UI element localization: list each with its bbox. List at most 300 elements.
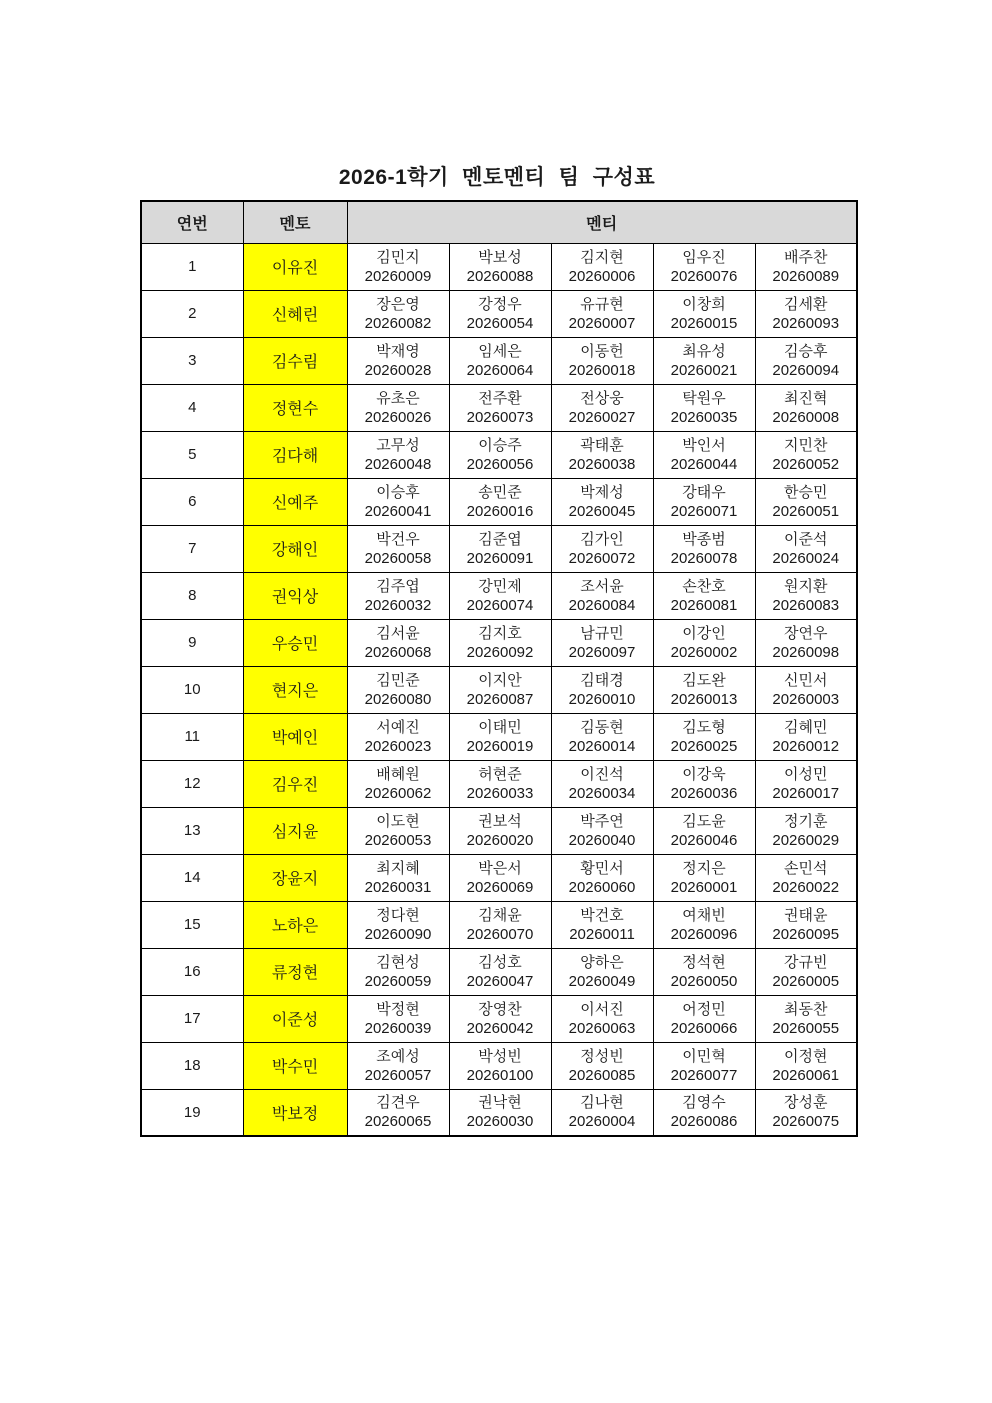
mentee-name: 장성훈	[784, 1094, 828, 1112]
mentee-name: 한승민	[784, 483, 828, 501]
mentor-name-cell: 박보정	[243, 1089, 347, 1136]
mentee-name: 김견우	[376, 1094, 420, 1112]
mentee-id: 20260005	[772, 972, 840, 990]
mentee-id: 20260085	[568, 1066, 636, 1084]
table-row	[141, 290, 857, 337]
mentee-name: 박성빈	[478, 1047, 522, 1065]
mentee-name: 곽태훈	[580, 436, 624, 454]
mentee-id: 20260021	[670, 361, 738, 379]
mentor-name-cell: 김수림	[243, 337, 347, 384]
mentee-name: 김동현	[580, 718, 624, 736]
mentee-name: 박제성	[580, 483, 624, 501]
row-number-cell: 5	[141, 431, 243, 478]
mentee-name: 정지은	[682, 859, 726, 877]
mentee-id: 20260002	[670, 643, 738, 661]
mentee-name: 권낙현	[478, 1094, 522, 1112]
mentee-cell	[449, 619, 551, 666]
mentee-cell	[551, 290, 653, 337]
mentee-cell	[551, 901, 653, 948]
mentee-cell	[551, 525, 653, 572]
mentee-cell	[653, 337, 755, 384]
row-number-cell: 18	[141, 1042, 243, 1089]
mentee-cell	[347, 337, 449, 384]
mentee-name: 김현성	[376, 953, 420, 971]
row-number-cell: 19	[141, 1089, 243, 1136]
mentee-name: 유초은	[376, 389, 420, 407]
mentor-name-cell: 류정현	[243, 948, 347, 995]
mentee-cell	[755, 243, 857, 290]
mentee-cell	[653, 666, 755, 713]
mentee-name: 이민혁	[682, 1047, 726, 1065]
mentee-cell	[551, 807, 653, 854]
table-row	[141, 1089, 857, 1136]
mentee-cell	[653, 948, 755, 995]
mentor-name-cell: 박수민	[243, 1042, 347, 1089]
mentee-name: 박은서	[478, 859, 522, 877]
mentee-id: 20260057	[364, 1066, 432, 1084]
mentee-id: 20260049	[568, 972, 636, 990]
mentee-cell	[551, 854, 653, 901]
mentee-cell	[449, 431, 551, 478]
mentee-name: 김민지	[376, 248, 420, 266]
mentee-id: 20260042	[466, 1019, 534, 1037]
mentee-cell	[347, 572, 449, 619]
header-mentor: 멘토	[243, 201, 347, 243]
mentee-id: 20260064	[466, 361, 534, 379]
row-number-cell: 1	[141, 243, 243, 290]
mentee-cell	[551, 619, 653, 666]
mentee-name: 손민석	[784, 859, 828, 877]
mentee-id: 20260086	[670, 1113, 738, 1131]
row-number-cell: 16	[141, 948, 243, 995]
mentee-cell	[551, 760, 653, 807]
mentee-name: 원지환	[784, 577, 828, 595]
row-number-cell: 3	[141, 337, 243, 384]
mentee-id: 20260074	[466, 596, 534, 614]
mentee-name: 박건우	[376, 530, 420, 548]
mentee-id: 20260072	[568, 549, 636, 567]
mentee-cell	[449, 572, 551, 619]
mentee-name: 김가인	[580, 530, 624, 548]
mentee-id: 20260039	[364, 1019, 432, 1037]
mentee-name: 김승후	[784, 342, 828, 360]
mentee-name: 정다현	[376, 906, 420, 924]
table-header	[141, 201, 857, 243]
mentee-cell	[551, 243, 653, 290]
mentee-cell	[755, 384, 857, 431]
table-row	[141, 713, 857, 760]
header-no: 연번	[141, 201, 243, 243]
mentee-id: 20260013	[670, 690, 738, 708]
mentor-name-cell: 김우진	[243, 760, 347, 807]
mentee-cell	[449, 995, 551, 1042]
table-row	[141, 666, 857, 713]
mentee-cell	[347, 1042, 449, 1089]
mentee-cell	[551, 337, 653, 384]
mentee-cell	[653, 619, 755, 666]
header-row	[141, 201, 857, 243]
mentee-id: 20260006	[568, 267, 636, 285]
mentee-cell	[551, 1089, 653, 1136]
mentee-name: 김지호	[478, 624, 522, 642]
mentee-name: 박종범	[682, 530, 726, 548]
mentee-id: 20260051	[772, 502, 840, 520]
mentee-cell	[653, 854, 755, 901]
mentee-cell	[653, 1089, 755, 1136]
mentee-cell	[755, 290, 857, 337]
mentee-name: 정석현	[682, 953, 726, 971]
table-row	[141, 243, 857, 290]
mentee-name: 김태경	[580, 671, 624, 689]
mentee-name: 김서윤	[376, 624, 420, 642]
mentee-cell	[551, 995, 653, 1042]
mentee-cell	[347, 901, 449, 948]
table-row	[141, 619, 857, 666]
mentee-name: 박재영	[376, 342, 420, 360]
row-number-cell: 14	[141, 854, 243, 901]
table-row	[141, 854, 857, 901]
mentee-id: 20260040	[568, 831, 636, 849]
mentee-id: 20260073	[466, 408, 534, 426]
mentee-name: 이서진	[580, 1000, 624, 1018]
mentor-name-cell: 권익상	[243, 572, 347, 619]
mentee-name: 고무성	[376, 436, 420, 454]
mentee-name: 김영수	[682, 1094, 726, 1112]
mentee-id: 20260028	[364, 361, 432, 379]
mentee-cell	[449, 290, 551, 337]
mentee-cell	[755, 337, 857, 384]
row-number-cell: 17	[141, 995, 243, 1042]
mentee-id: 20260061	[772, 1066, 840, 1084]
mentee-cell	[347, 431, 449, 478]
mentee-cell	[347, 525, 449, 572]
mentee-name: 이지안	[478, 671, 522, 689]
mentee-name: 김준엽	[478, 530, 522, 548]
mentee-cell	[347, 995, 449, 1042]
mentee-id: 20260082	[364, 314, 432, 332]
mentee-name: 어정민	[682, 1000, 726, 1018]
mentee-id: 20260087	[466, 690, 534, 708]
mentee-cell	[449, 1042, 551, 1089]
mentee-id: 20260091	[466, 549, 534, 567]
mentee-id: 20260068	[364, 643, 432, 661]
mentee-id: 20260003	[772, 690, 840, 708]
mentee-id: 20260020	[466, 831, 534, 849]
mentee-name: 이태민	[478, 718, 522, 736]
mentee-cell	[449, 1089, 551, 1136]
mentee-cell	[653, 478, 755, 525]
mentee-id: 20260045	[568, 502, 636, 520]
mentee-name: 양하은	[580, 953, 624, 971]
mentee-id: 20260022	[772, 878, 840, 896]
row-number-cell: 9	[141, 619, 243, 666]
mentee-cell	[755, 995, 857, 1042]
mentee-id: 20260011	[569, 925, 635, 943]
mentee-id: 20260008	[772, 408, 840, 426]
mentee-name: 박정현	[376, 1000, 420, 1018]
table-row	[141, 525, 857, 572]
row-number-cell: 2	[141, 290, 243, 337]
mentee-cell	[449, 337, 551, 384]
mentee-name: 김지현	[580, 248, 624, 266]
mentee-cell	[755, 807, 857, 854]
mentor-name-cell: 노하은	[243, 901, 347, 948]
mentee-cell	[755, 431, 857, 478]
mentee-id: 20260026	[364, 408, 432, 426]
mentee-cell	[449, 901, 551, 948]
mentee-cell	[755, 1089, 857, 1136]
mentee-id: 20260096	[670, 925, 738, 943]
mentor-name-cell: 장윤지	[243, 854, 347, 901]
mentee-name: 김도완	[682, 671, 726, 689]
mentee-cell	[551, 713, 653, 760]
mentee-name: 유규현	[580, 295, 624, 313]
mentor-mentee-table	[140, 200, 858, 1137]
mentee-id: 20260009	[364, 267, 432, 285]
mentee-cell	[449, 478, 551, 525]
mentee-cell	[449, 760, 551, 807]
mentor-name-cell: 이유진	[243, 243, 347, 290]
mentee-cell	[653, 243, 755, 290]
mentee-name: 최지혜	[376, 859, 420, 877]
mentee-cell	[653, 760, 755, 807]
mentee-id: 20260071	[670, 502, 738, 520]
mentee-name: 임세은	[478, 342, 522, 360]
mentee-name: 장은영	[376, 295, 420, 313]
mentee-cell	[551, 572, 653, 619]
mentee-cell	[755, 525, 857, 572]
mentee-name: 전주환	[478, 389, 522, 407]
mentee-id: 20260034	[568, 784, 636, 802]
mentee-id: 20260016	[466, 502, 534, 520]
mentee-name: 이준석	[784, 530, 828, 548]
mentee-name: 지민찬	[784, 436, 828, 454]
mentee-cell	[755, 666, 857, 713]
mentee-cell	[755, 619, 857, 666]
mentee-id: 20260054	[466, 314, 534, 332]
mentee-id: 20260098	[772, 643, 840, 661]
table-row	[141, 901, 857, 948]
mentee-cell	[653, 901, 755, 948]
table-row	[141, 1042, 857, 1089]
mentee-id: 20260024	[772, 549, 840, 567]
mentee-cell	[347, 807, 449, 854]
mentee-name: 서예진	[376, 718, 420, 736]
mentee-cell	[653, 572, 755, 619]
mentee-name: 이승후	[376, 483, 420, 501]
mentee-id: 20260094	[772, 361, 840, 379]
mentee-cell	[653, 995, 755, 1042]
mentee-name: 강정우	[478, 295, 522, 313]
mentee-id: 20260093	[772, 314, 840, 332]
mentee-cell	[653, 807, 755, 854]
mentee-name: 조예성	[376, 1047, 420, 1065]
mentee-id: 20260023	[364, 737, 432, 755]
table-row	[141, 760, 857, 807]
mentee-id: 20260084	[568, 596, 636, 614]
mentee-cell	[653, 1042, 755, 1089]
mentor-name-cell: 심지윤	[243, 807, 347, 854]
mentee-name: 권태윤	[784, 906, 828, 924]
mentee-id: 20260097	[568, 643, 636, 661]
mentee-id: 20260081	[670, 596, 738, 614]
mentee-cell	[347, 619, 449, 666]
mentee-name: 남규민	[580, 624, 624, 642]
row-number-cell: 4	[141, 384, 243, 431]
mentee-name: 여채빈	[682, 906, 726, 924]
mentee-id: 20260007	[568, 314, 636, 332]
table-row	[141, 384, 857, 431]
mentee-name: 김도형	[682, 718, 726, 736]
mentee-name: 최유성	[682, 342, 726, 360]
mentee-id: 20260001	[670, 878, 738, 896]
mentee-name: 박주연	[580, 812, 624, 830]
mentor-name-cell: 김다해	[243, 431, 347, 478]
mentee-id: 20260035	[670, 408, 738, 426]
mentor-name-cell: 박예인	[243, 713, 347, 760]
mentee-cell	[347, 854, 449, 901]
mentee-id: 20260015	[670, 314, 738, 332]
mentee-cell	[551, 384, 653, 431]
mentee-id: 20260027	[568, 408, 636, 426]
mentee-cell	[551, 478, 653, 525]
mentee-id: 20260041	[364, 502, 432, 520]
mentee-cell	[653, 525, 755, 572]
mentee-name: 배혜원	[376, 765, 420, 783]
mentee-id: 20260077	[670, 1066, 738, 1084]
mentee-name: 이도현	[376, 812, 420, 830]
mentee-name: 강민제	[478, 577, 522, 595]
mentor-name-cell: 정현수	[243, 384, 347, 431]
mentee-name: 신민서	[784, 671, 828, 689]
mentee-id: 20260017	[772, 784, 840, 802]
table-row	[141, 572, 857, 619]
mentee-name: 박건호	[580, 906, 624, 924]
mentee-cell	[755, 901, 857, 948]
mentee-id: 20260090	[364, 925, 432, 943]
mentee-cell	[347, 384, 449, 431]
mentee-id: 20260050	[670, 972, 738, 990]
mentee-id: 20260066	[670, 1019, 738, 1037]
mentee-name: 손찬호	[682, 577, 726, 595]
mentee-id: 20260030	[466, 1113, 534, 1131]
table-row	[141, 337, 857, 384]
mentee-id: 20260076	[670, 267, 738, 285]
mentee-name: 전상웅	[580, 389, 624, 407]
mentee-name: 최동찬	[784, 1000, 828, 1018]
mentee-id: 20260080	[364, 690, 432, 708]
mentee-name: 조서윤	[580, 577, 624, 595]
row-number-cell: 15	[141, 901, 243, 948]
mentee-cell	[347, 1089, 449, 1136]
mentee-name: 김주엽	[376, 577, 420, 595]
mentee-id: 20260069	[466, 878, 534, 896]
mentee-id: 20260018	[568, 361, 636, 379]
mentee-id: 20260025	[670, 737, 738, 755]
mentee-id: 20260019	[466, 737, 534, 755]
mentee-id: 20260048	[364, 455, 432, 473]
mentee-name: 허현준	[478, 765, 522, 783]
table-row	[141, 807, 857, 854]
mentee-id: 20260004	[568, 1113, 636, 1131]
mentee-name: 최진혁	[784, 389, 828, 407]
mentor-name-cell: 신혜린	[243, 290, 347, 337]
table-row	[141, 431, 857, 478]
mentee-name: 김나현	[580, 1094, 624, 1112]
mentee-id: 20260056	[466, 455, 534, 473]
mentee-cell	[755, 478, 857, 525]
table-row	[141, 478, 857, 525]
mentee-name: 임우진	[682, 248, 726, 266]
table-row	[141, 948, 857, 995]
mentee-name: 강태우	[682, 483, 726, 501]
mentee-name: 김민준	[376, 671, 420, 689]
mentee-name: 김채윤	[478, 906, 522, 924]
mentee-id: 20260095	[772, 925, 840, 943]
mentor-name-cell: 강해인	[243, 525, 347, 572]
mentee-cell	[755, 760, 857, 807]
mentee-cell	[449, 243, 551, 290]
mentee-name: 이동헌	[580, 342, 624, 360]
mentee-name: 이정현	[784, 1047, 828, 1065]
mentee-id: 20260014	[568, 737, 636, 755]
mentee-name: 박보성	[478, 248, 522, 266]
mentee-name: 김세환	[784, 295, 828, 313]
mentee-cell	[449, 666, 551, 713]
mentee-id: 20260055	[772, 1019, 840, 1037]
mentee-cell	[347, 478, 449, 525]
mentee-id: 20260062	[364, 784, 432, 802]
mentee-id: 20260065	[364, 1113, 432, 1131]
mentee-name: 황민서	[580, 859, 624, 877]
mentee-id: 20260044	[670, 455, 738, 473]
mentee-cell	[551, 431, 653, 478]
mentee-id: 20260036	[670, 784, 738, 802]
mentee-id: 20260089	[772, 267, 840, 285]
mentee-name: 정기훈	[784, 812, 828, 830]
mentee-id: 20260070	[466, 925, 534, 943]
mentee-cell	[653, 290, 755, 337]
row-number-cell: 11	[141, 713, 243, 760]
mentee-id: 20260092	[466, 643, 534, 661]
mentee-cell	[755, 1042, 857, 1089]
mentee-cell	[347, 290, 449, 337]
mentee-id: 20260047	[466, 972, 534, 990]
mentee-id: 20260058	[364, 549, 432, 567]
mentee-name: 강규빈	[784, 953, 828, 971]
mentee-id: 20260052	[772, 455, 840, 473]
mentee-id: 20260083	[772, 596, 840, 614]
mentee-cell	[551, 1042, 653, 1089]
mentee-cell	[449, 807, 551, 854]
mentee-cell	[449, 854, 551, 901]
mentee-cell	[449, 713, 551, 760]
mentee-name: 김도윤	[682, 812, 726, 830]
mentee-name: 배주찬	[784, 248, 828, 266]
mentee-id: 20260053	[364, 831, 432, 849]
mentee-id: 20260078	[670, 549, 738, 567]
mentee-name: 장영찬	[478, 1000, 522, 1018]
mentee-cell	[755, 713, 857, 760]
mentee-name: 이창희	[682, 295, 726, 313]
mentee-id: 20260033	[466, 784, 534, 802]
mentor-name-cell: 신예주	[243, 478, 347, 525]
row-number-cell: 13	[141, 807, 243, 854]
mentee-name: 이강욱	[682, 765, 726, 783]
mentee-cell	[653, 431, 755, 478]
mentee-cell	[551, 666, 653, 713]
mentee-id: 20260032	[364, 596, 432, 614]
